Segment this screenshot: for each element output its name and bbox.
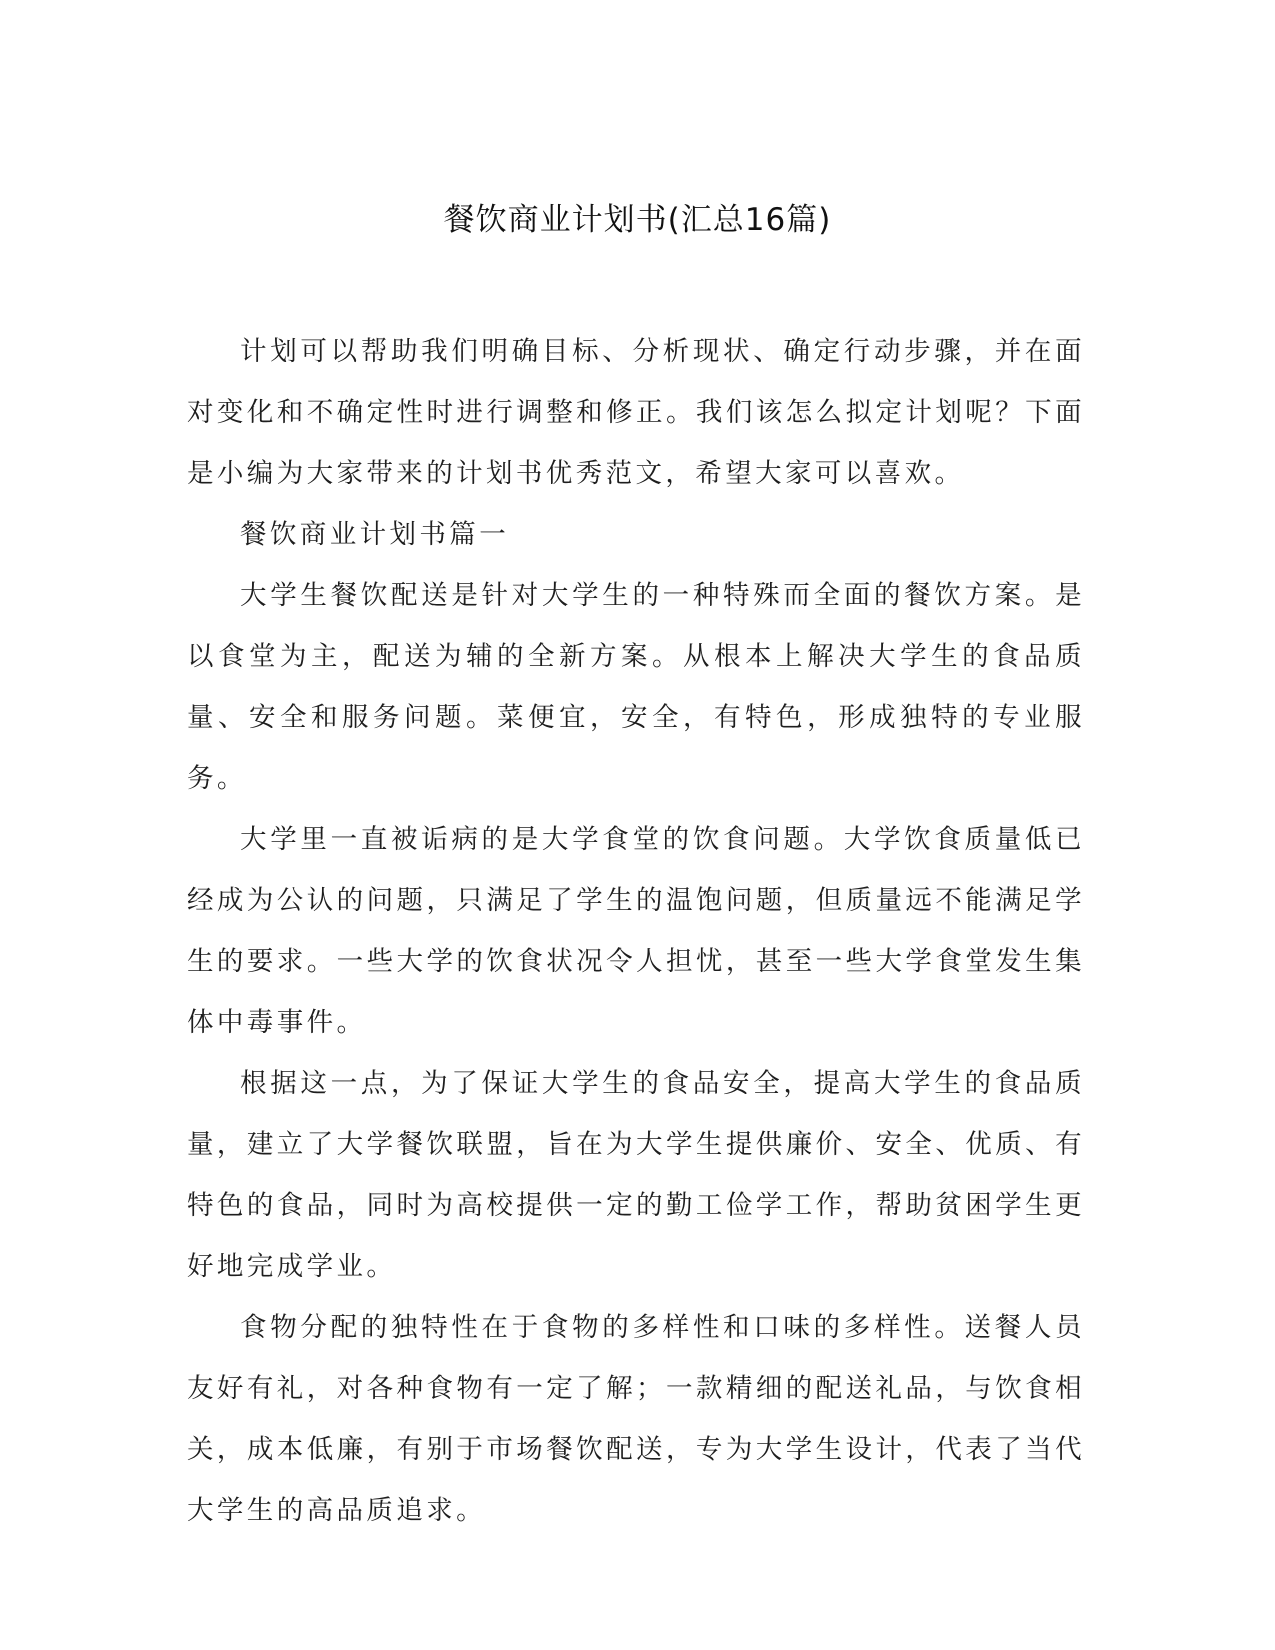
body-paragraph: 根据这一点，为了保证大学生的食品安全，提高大学生的食品质量，建立了大学餐饮联盟，旨在为大学生提供廉价、安全、优质、有特色的食品，同时为高校提供一定的勤工俭学工作，帮助贫困学生更好地完成学业。 [187,1068,1085,1282]
body-paragraph: 食物分配的独特性在于食物的多样性和口味的多样性。送餐人员友好有礼，对各种食物有一定了解；一款精细的配送礼品，与饮食相关，成本低廉，有别于市场餐饮配送，专为大学生设计，代表了当代大学生的高品质追求。 [187,1312,1085,1526]
section-heading: 餐饮商业计划书篇一 [240,519,510,550]
document-title: 餐饮商业计划书(汇总16篇) [443,202,832,238]
document-body [187,321,1085,1541]
body-paragraph: 大学生餐饮配送是针对大学生的一种特殊而全面的餐饮方案。是以食堂为主，配送为辅的全新方案。从根本上解决大学生的食品质量、安全和服务问题。菜便宜，安全，有特色，形成独特的专业服务。 [187,580,1085,794]
body-paragraph: 大学里一直被诟病的是大学食堂的饮食问题。大学饮食质量低已经成为公认的问题，只满足了学生的温饱问题，但质量远不能满足学生的要求。一些大学的饮食状况令人担忧，甚至一些大学食堂发生集体中毒事件。 [187,824,1085,1038]
intro-paragraph: 计划可以帮助我们明确目标、分析现状、确定行动步骤，并在面对变化和不确定性时进行调整和修正。我们该怎么拟定计划呢？下面是小编为大家带来的计划书优秀范文，希望大家可以喜欢。 [187,336,1085,489]
